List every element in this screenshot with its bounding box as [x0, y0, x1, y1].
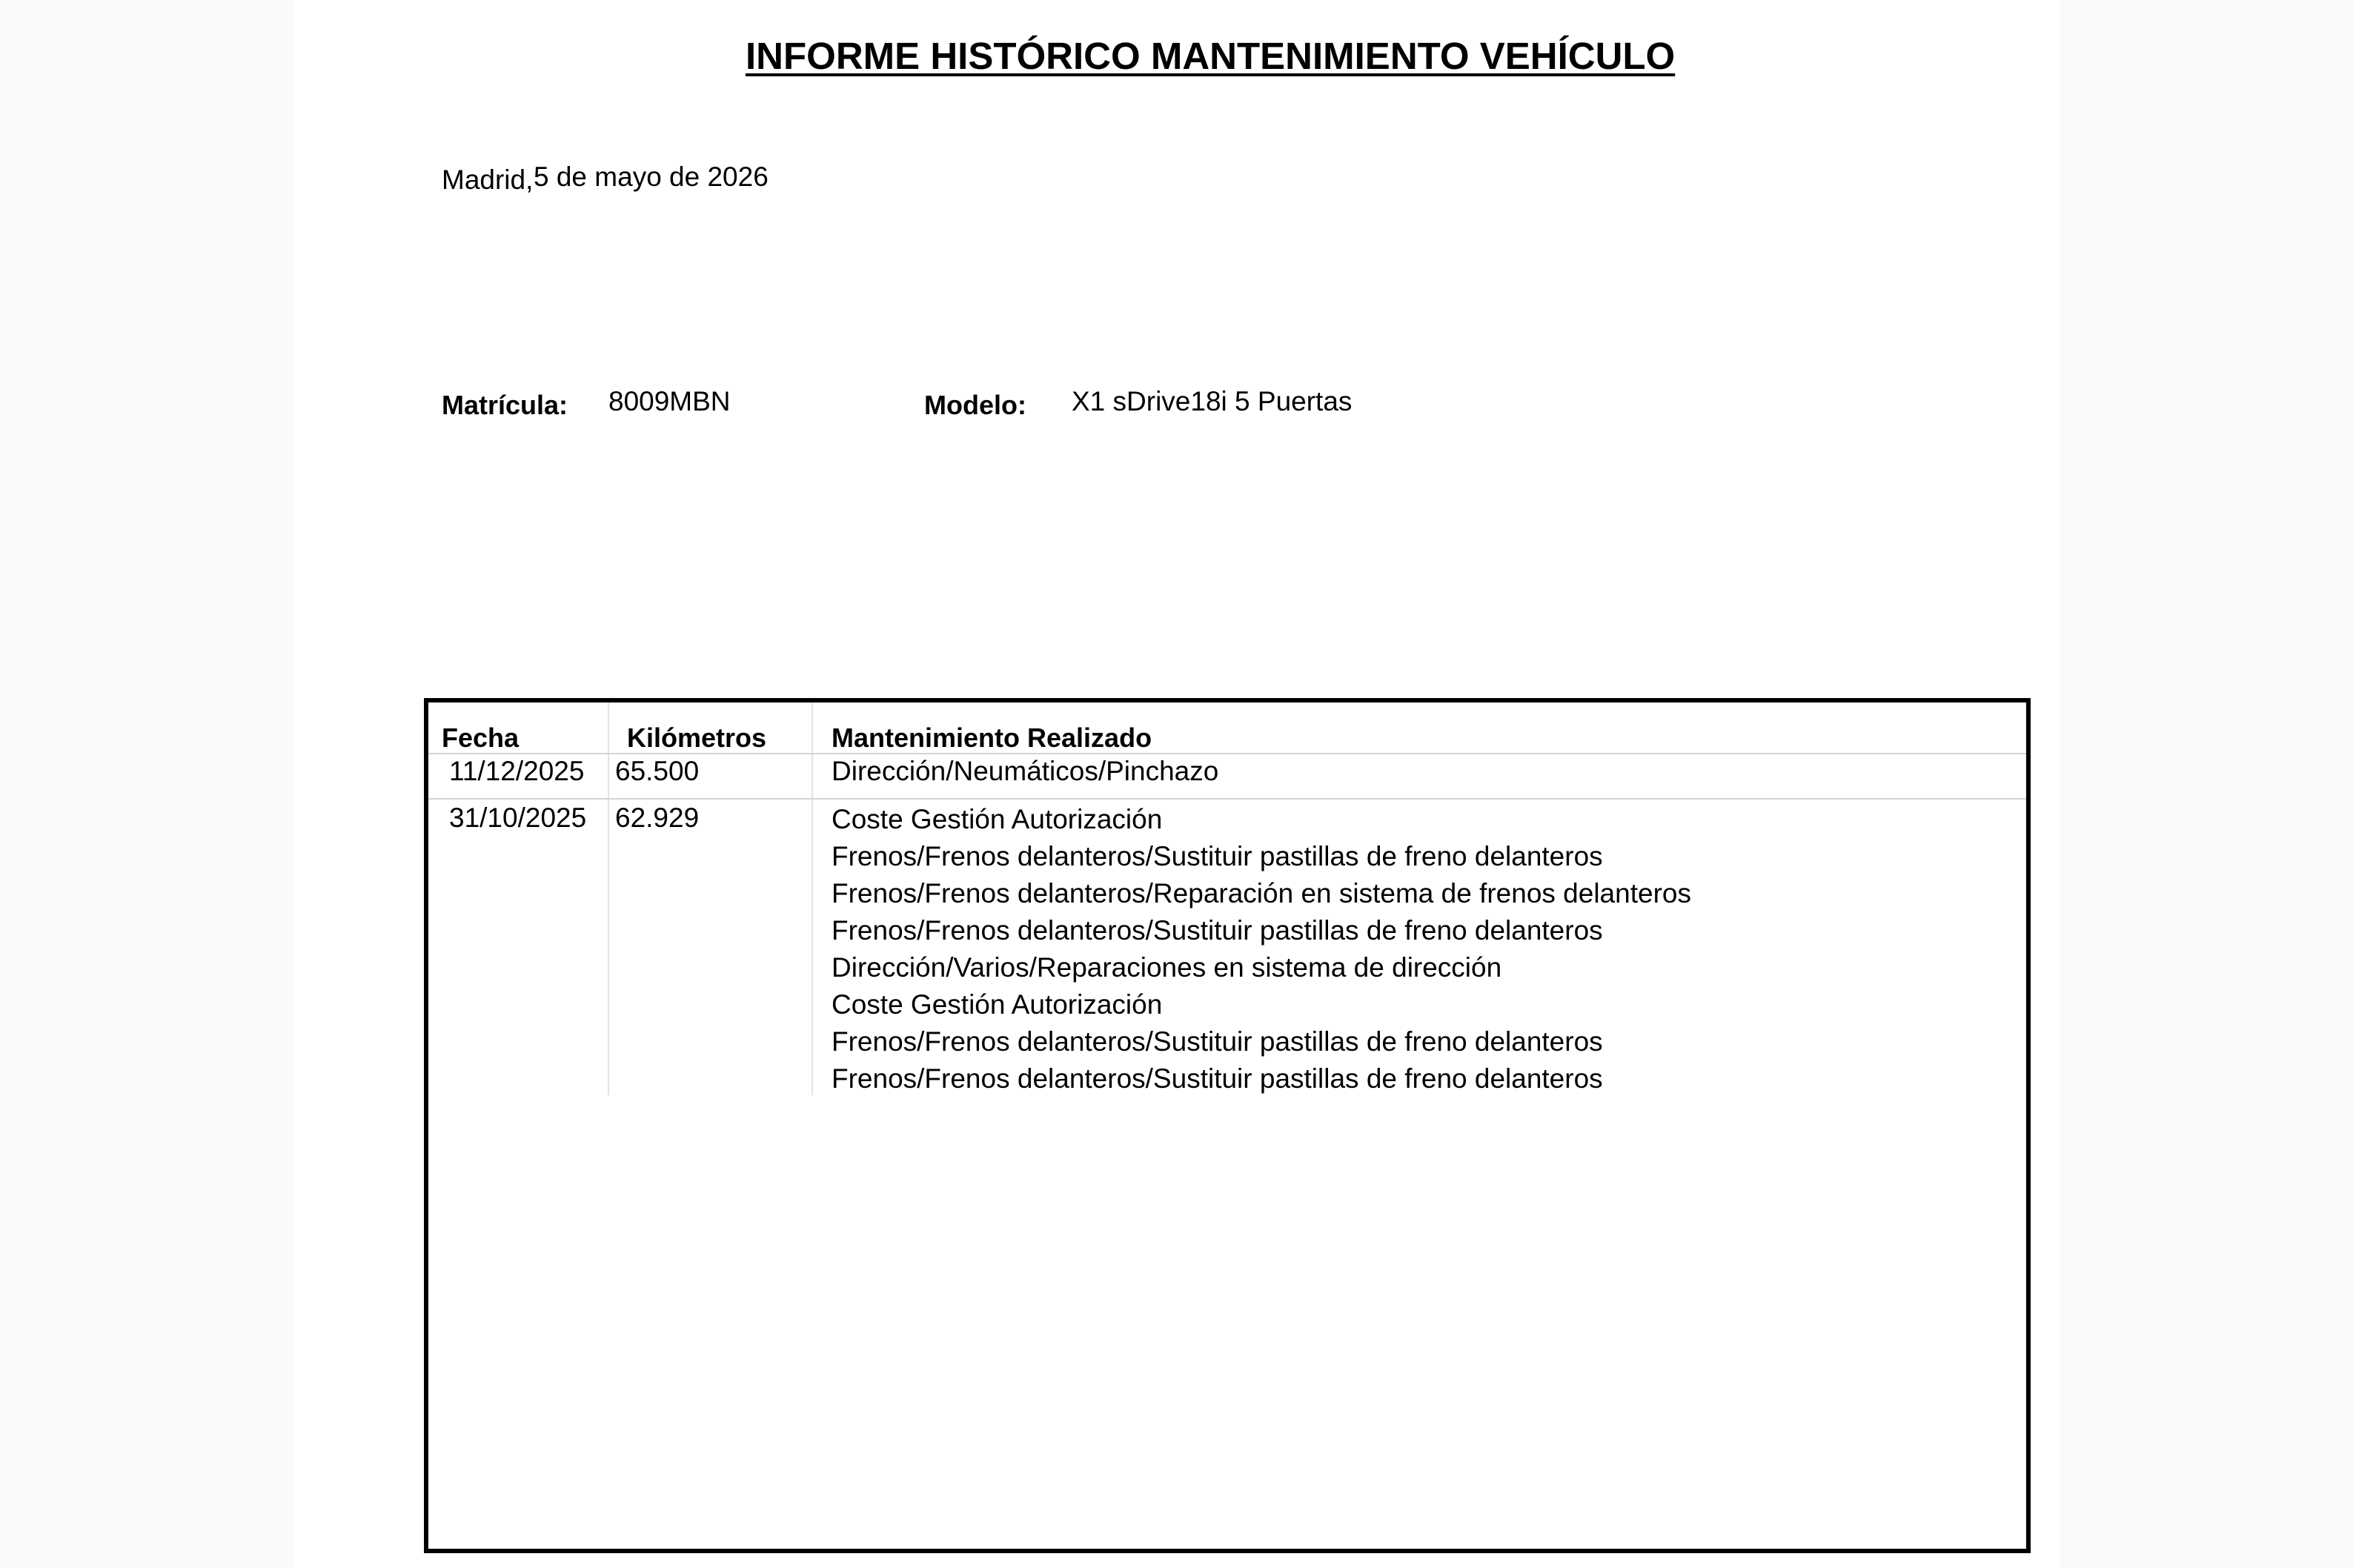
- row-1-item: Dirección/Neumáticos/Pinchazo: [832, 756, 1219, 786]
- header-maintenance: Mantenimiento Realizado: [832, 722, 1152, 753]
- row-2-item: Dirección/Varios/Reparaciones en sistema de dirección: [832, 952, 1502, 983]
- plate-label: Matrícula:: [442, 390, 568, 420]
- row-2-items: [832, 801, 1691, 1097]
- model-label: Modelo:: [924, 390, 1026, 420]
- report-date: 5 de mayo de 2026: [534, 162, 769, 192]
- row-divider: [428, 798, 2026, 800]
- row-2-item: Coste Gestión Autorización: [832, 989, 1163, 1020]
- row-divider: [428, 753, 2026, 754]
- column-divider: [812, 702, 813, 1095]
- row-2-item: Frenos/Frenos delanteros/Sustituir pastillas de freno delanteros: [832, 841, 1603, 871]
- report-place: Madrid,: [442, 165, 534, 195]
- plate-value: 8009MBN: [608, 386, 731, 416]
- header-date: Fecha: [442, 722, 520, 753]
- row-2-date: 31/10/2025: [449, 803, 587, 833]
- report-title: INFORME HISTÓRICO MANTENIMIENTO VEHÍCULO: [746, 35, 1676, 77]
- row-2-item: Frenos/Frenos delanteros/Reparación en sistema de frenos delanteros: [832, 878, 1691, 908]
- row-2-item: Frenos/Frenos delanteros/Sustituir pastillas de freno delanteros: [832, 915, 1603, 946]
- model-value: X1 sDrive18i 5 Puertas: [1072, 386, 1353, 416]
- row-2-item: Frenos/Frenos delanteros/Sustituir pastillas de freno delanteros: [832, 1026, 1603, 1057]
- header-km: Kilómetros: [627, 722, 767, 753]
- row-2-item: Frenos/Frenos delanteros/Sustituir pastillas de freno delanteros: [832, 1063, 1603, 1094]
- row-2-km: 62.929: [615, 803, 700, 833]
- row-1-km: 65.500: [615, 756, 700, 786]
- row-1-items: [832, 753, 1218, 790]
- column-divider: [608, 702, 609, 1095]
- row-2-item: Coste Gestión Autorización: [832, 804, 1163, 834]
- row-1-date: 11/12/2025: [449, 756, 585, 786]
